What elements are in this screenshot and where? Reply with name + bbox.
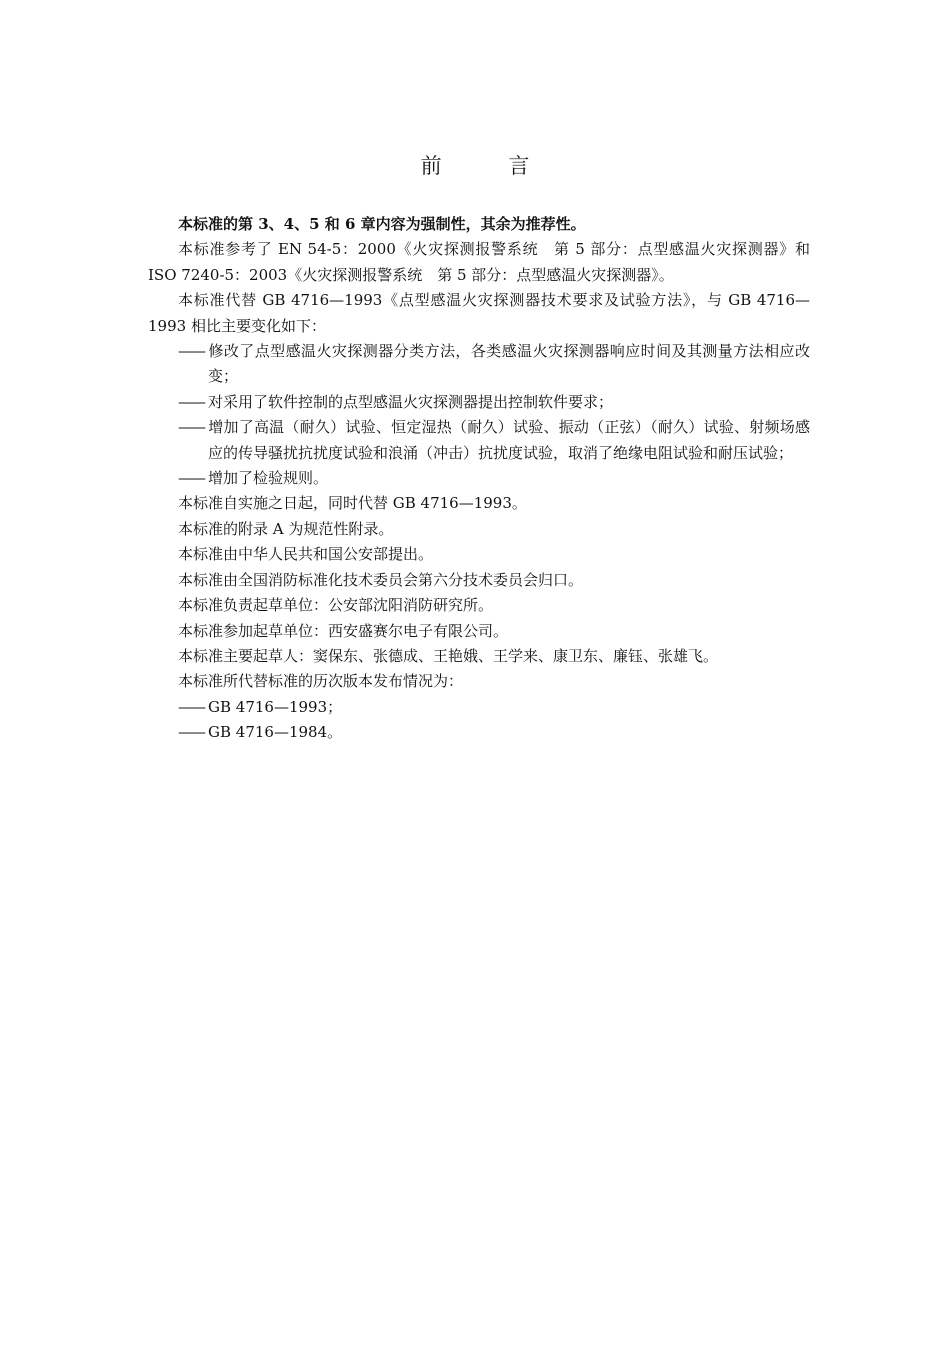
mandatory-clause-paragraph: 本标准的第 3、4、5 和 6 章内容为强制性，其余为推荐性。 [178,215,586,233]
history-item-text: GB 4716—1984。 [208,723,343,742]
reference-paragraph: 本标准参考了 EN 54-5：2000《火灾探测报警系统 第 5 部分：点型感温火灾探测器》和 ISO 7240-5：2003《火灾探测报警系统 第 5 部分：点型感温火灾探测器》。 [148,240,810,284]
change-item-text: 增加了高温（耐久）试验、恒定湿热（耐久）试验、振动（正弦）（耐久）试验、射频场感应的传导骚扰抗扰度试验和浪涌（冲击）抗扰度试验，取消了绝缘电阻试验和耐压试验； [208,418,810,462]
statement-paragraph: 本标准的附录 A 为规范性附录。 [178,519,394,538]
dash-marker: —— [178,392,204,411]
change-item-text: 对采用了软件控制的点型感温火灾探测器提出控制软件要求； [208,392,614,411]
change-item-text: 修改了点型感温火灾探测器分类方法，各类感温火灾探测器响应时间及其测量方法相应改变； [208,342,810,386]
change-item [148,466,810,491]
history-item [148,720,810,745]
statement-paragraph: 本标准由中华人民共和国公安部提出。 [178,545,434,564]
dash-marker: —— [178,697,204,716]
dash-marker: —— [178,342,204,361]
statement-paragraph: 本标准参加起草单位：西安盛赛尔电子有限公司。 [178,621,509,640]
statement-paragraph: 本标准所代替标准的历次版本发布情况为： [178,672,464,691]
change-item [148,415,810,466]
statement-paragraph: 本标准自实施之日起，同时代替 GB 4716—1993。 [178,494,527,513]
statement-paragraph: 本标准主要起草人：窦保东、张德成、王艳娥、王学来、康卫东、廉钰、张雄飞。 [178,646,719,665]
dash-marker: —— [178,469,204,488]
foreword-body [148,212,810,746]
history-item [148,695,810,720]
change-item [148,339,810,390]
statement-paragraph: 本标准由全国消防标准化技术委员会第六分技术委员会归口。 [178,570,584,589]
replacement-paragraph: 本标准代替 GB 4716—1993《点型感温火灾探测器技术要求及试验方法》，与 GB 4716—1993 相比主要变化如下： [148,291,810,335]
statement-paragraph: 本标准负责起草单位：公安部沈阳消防研究所。 [178,596,494,615]
page-title: 前 言 [420,154,560,178]
dash-marker: —— [178,723,204,742]
change-item [148,390,810,415]
dash-marker: —— [178,418,204,437]
history-item-text: GB 4716—1993； [208,697,343,716]
change-item-text: 增加了检验规则。 [208,469,329,488]
